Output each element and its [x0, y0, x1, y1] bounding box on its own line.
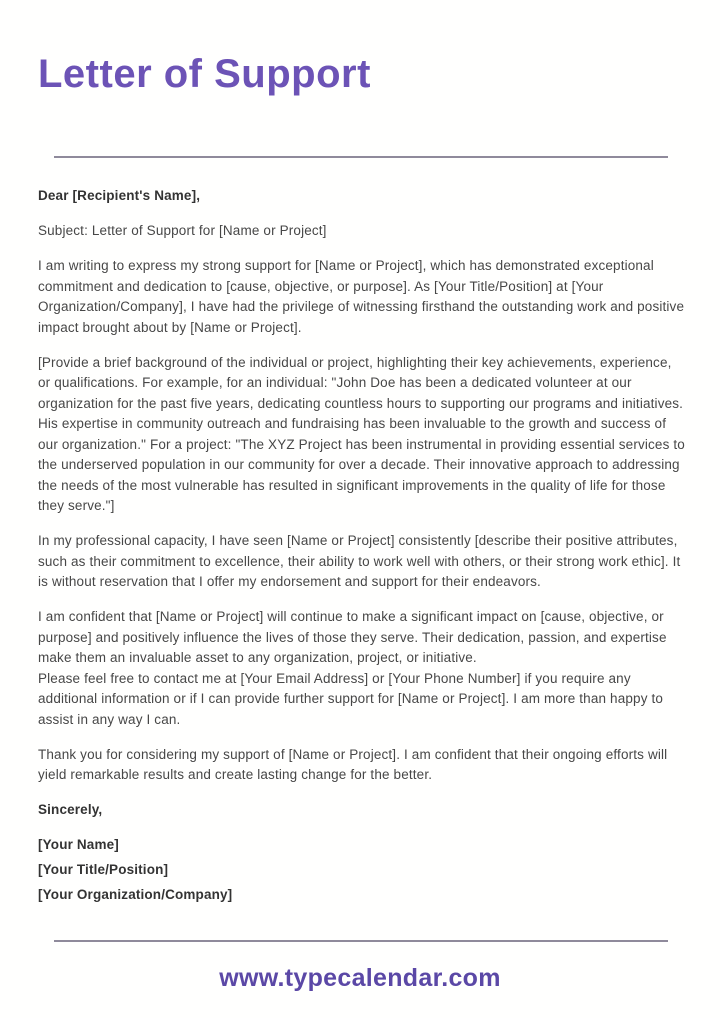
- signature-title: [Your Title/Position]: [38, 862, 169, 877]
- page-title: Letter of Support: [38, 52, 371, 96]
- paragraph-contact: Please feel free to contact me at [Your Email Address] or [Your Phone Number] if you require any additional information or if I can provide further support for [Name or Project]. I am more than happy to assist in any way I can.: [38, 670, 664, 727]
- signature-organization: [Your Organization/Company]: [38, 887, 233, 902]
- paragraph-thanks: Thank you for considering my support of [Name or Project]. I am confident that their ongoing efforts will yield remarkable results and create lasting change for the better.: [38, 746, 668, 782]
- signature-name: [Your Name]: [38, 837, 119, 852]
- subject-line: Subject: Letter of Support for [Name or Project]: [38, 223, 327, 238]
- paragraph-confidence: I am confident that [Name or Project] will continue to make a significant impact on [cause, objective, or purpose] and positively influence the lives of those they serve. Their dedication, passion, and expertise make them an invaluable asset to any organization, project, or initiative.: [38, 609, 667, 665]
- paragraph-intro: I am writing to express my strong support for [Name or Project], which has demonstrated exceptional commitment and dedication to [cause, objective, or purpose]. As [Your Title/Position] at [Your Organization/Company], I have had the privilege of witnessing firsthand the outstanding work and positive impact brought about by [Name or Project].: [38, 258, 685, 335]
- salutation: Dear [Recipient's Name],: [38, 188, 201, 203]
- closing: Sincerely,: [38, 802, 103, 817]
- top-divider: [54, 156, 668, 158]
- letter-body: [38, 186, 686, 910]
- signature-block: [38, 835, 686, 906]
- paragraph-background: [Provide a brief background of the individual or project, highlighting their key achievements, experience, or qualifications. For example, for an individual: "John Doe has been a dedicated volunteer at our organization for the past five years, dedicating countless hours to supporting our programs and initiatives. His expertise in community outreach and fundraising has been invaluable to the growth and success of our organization." For a project: "The XYZ Project has been instrumental in providing essential services to the underserved population in our community for over a decade. Their innovative approach to addressing the needs of the most vulnerable has resulted in significant improvements in the quality of life for those they serve."]: [38, 354, 685, 513]
- bottom-divider: [54, 940, 668, 942]
- paragraph-professional-capacity: In my professional capacity, I have seen [Name or Project] consistently [describe their positive attributes, such as their commitment to excellence, their ability to work well with others, or their strong work ethic]. It is without reservation that I offer my endorsement and support for their endeavors.: [38, 533, 681, 589]
- footer-website-url: www.typecalendar.com: [219, 964, 501, 992]
